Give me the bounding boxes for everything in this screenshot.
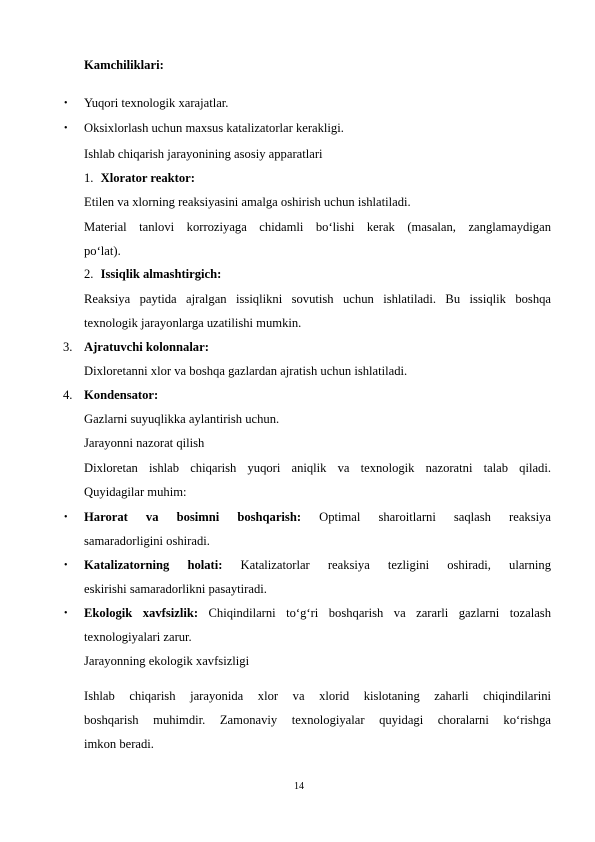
bullet-marker: • xyxy=(64,512,68,523)
bullet-3-text-cont: samaradorligini oshiradi. xyxy=(84,534,210,548)
item-1-title: Xlorator reaktor: xyxy=(100,171,195,185)
section-title: Ishlab chiqarish jarayonining asosiy apparatlari xyxy=(84,147,323,161)
item-1-text-line: po‘lat). xyxy=(84,244,121,258)
bullet-item-2: Oksixlorlash uchun maxsus katalizatorlar kerakligi. xyxy=(84,121,344,135)
bullet-4-text: Katalizatorlar reaksiya tezligini oshiradi, ularning xyxy=(240,558,551,572)
eco-text-line: boshqarish muhimdir. Zamonaviy texnologiyalar quyidagi choralarni ko‘rishga xyxy=(84,713,551,727)
bullet-5-label: Ekologik xavfsizlik: xyxy=(84,606,199,620)
control-title: Jarayonni nazorat qilish xyxy=(84,436,205,450)
eco-text-line: Ishlab chiqarish jarayonida xlor va xlorid kislotaning zaharli chiqindilarini xyxy=(84,689,551,703)
bullet-5-text-cont: texnologiyalari zarur. xyxy=(84,630,192,644)
bullet-item-4 xyxy=(84,558,551,573)
item-2-title: Issiqlik almashtirgich: xyxy=(100,267,222,281)
item-4-number: 4. xyxy=(63,388,73,402)
bullet-4-label: Katalizatorning holati: xyxy=(84,558,223,572)
bullet-marker: • xyxy=(64,98,68,109)
item-1-number: 1. xyxy=(84,171,94,185)
control-text-line: Dixloretan ishlab chiqarish yuqori aniqlik va texnologik nazoratni talab qiladi. xyxy=(84,461,551,475)
heading-kamchiliklar: Kamchiliklari: xyxy=(84,58,164,72)
page-number: 14 xyxy=(294,781,304,792)
bullet-marker: • xyxy=(64,560,68,571)
bullet-5-text: Chiqindilarni to‘g‘ri boshqarish va zararli gazlarni tozalash xyxy=(208,606,552,620)
eco-text-line: imkon beradi. xyxy=(84,737,154,751)
item-3-number: 3. xyxy=(63,340,73,354)
item-4-text-line: Gazlarni suyuqlikka aylantirish uchun. xyxy=(84,412,280,426)
item-2-text-line: texnologik jarayonlarga uzatilishi mumkin. xyxy=(84,316,302,330)
item-3-text-line: Dixloretanni xlor va boshqa gazlardan ajratish uchun ishlatiladi. xyxy=(84,364,408,378)
bullet-item-5 xyxy=(84,606,551,621)
bullet-marker: • xyxy=(64,123,68,134)
bullet-4-text-cont: eskirishi samaradorlikni pasaytiradi. xyxy=(84,582,267,596)
item-1-text-line: Material tanlovi korroziyaga chidamli bo‘lishi kerak (masalan, zanglamaydigan xyxy=(84,220,551,234)
item-1-heading xyxy=(84,171,551,186)
item-2-number: 2. xyxy=(84,267,94,281)
item-4-title: Kondensator: xyxy=(84,388,159,402)
bullet-3-label: Harorat va bosimni boshqarish: xyxy=(84,510,302,524)
bullet-item-1: Yuqori texnologik xarajatlar. xyxy=(84,96,229,110)
item-2-heading xyxy=(84,267,551,282)
eco-title: Jarayonning ekologik xavfsizligi xyxy=(84,654,250,668)
bullet-item-3 xyxy=(84,510,551,525)
bullet-marker: • xyxy=(64,608,68,619)
control-text-line: Quyidagilar muhim: xyxy=(84,485,187,499)
bullet-3-text: Optimal sharoitlarni saqlash reaksiya xyxy=(319,510,552,524)
item-2-text-line: Reaksiya paytida ajralgan issiqlikni sovutish uchun ishlatiladi. Bu issiqlik boshqa xyxy=(84,292,551,306)
item-3-title: Ajratuvchi kolonnalar: xyxy=(84,340,209,354)
item-1-text-line: Etilen va xlorning reaksiyasini amalga oshirish uchun ishlatiladi. xyxy=(84,195,411,209)
